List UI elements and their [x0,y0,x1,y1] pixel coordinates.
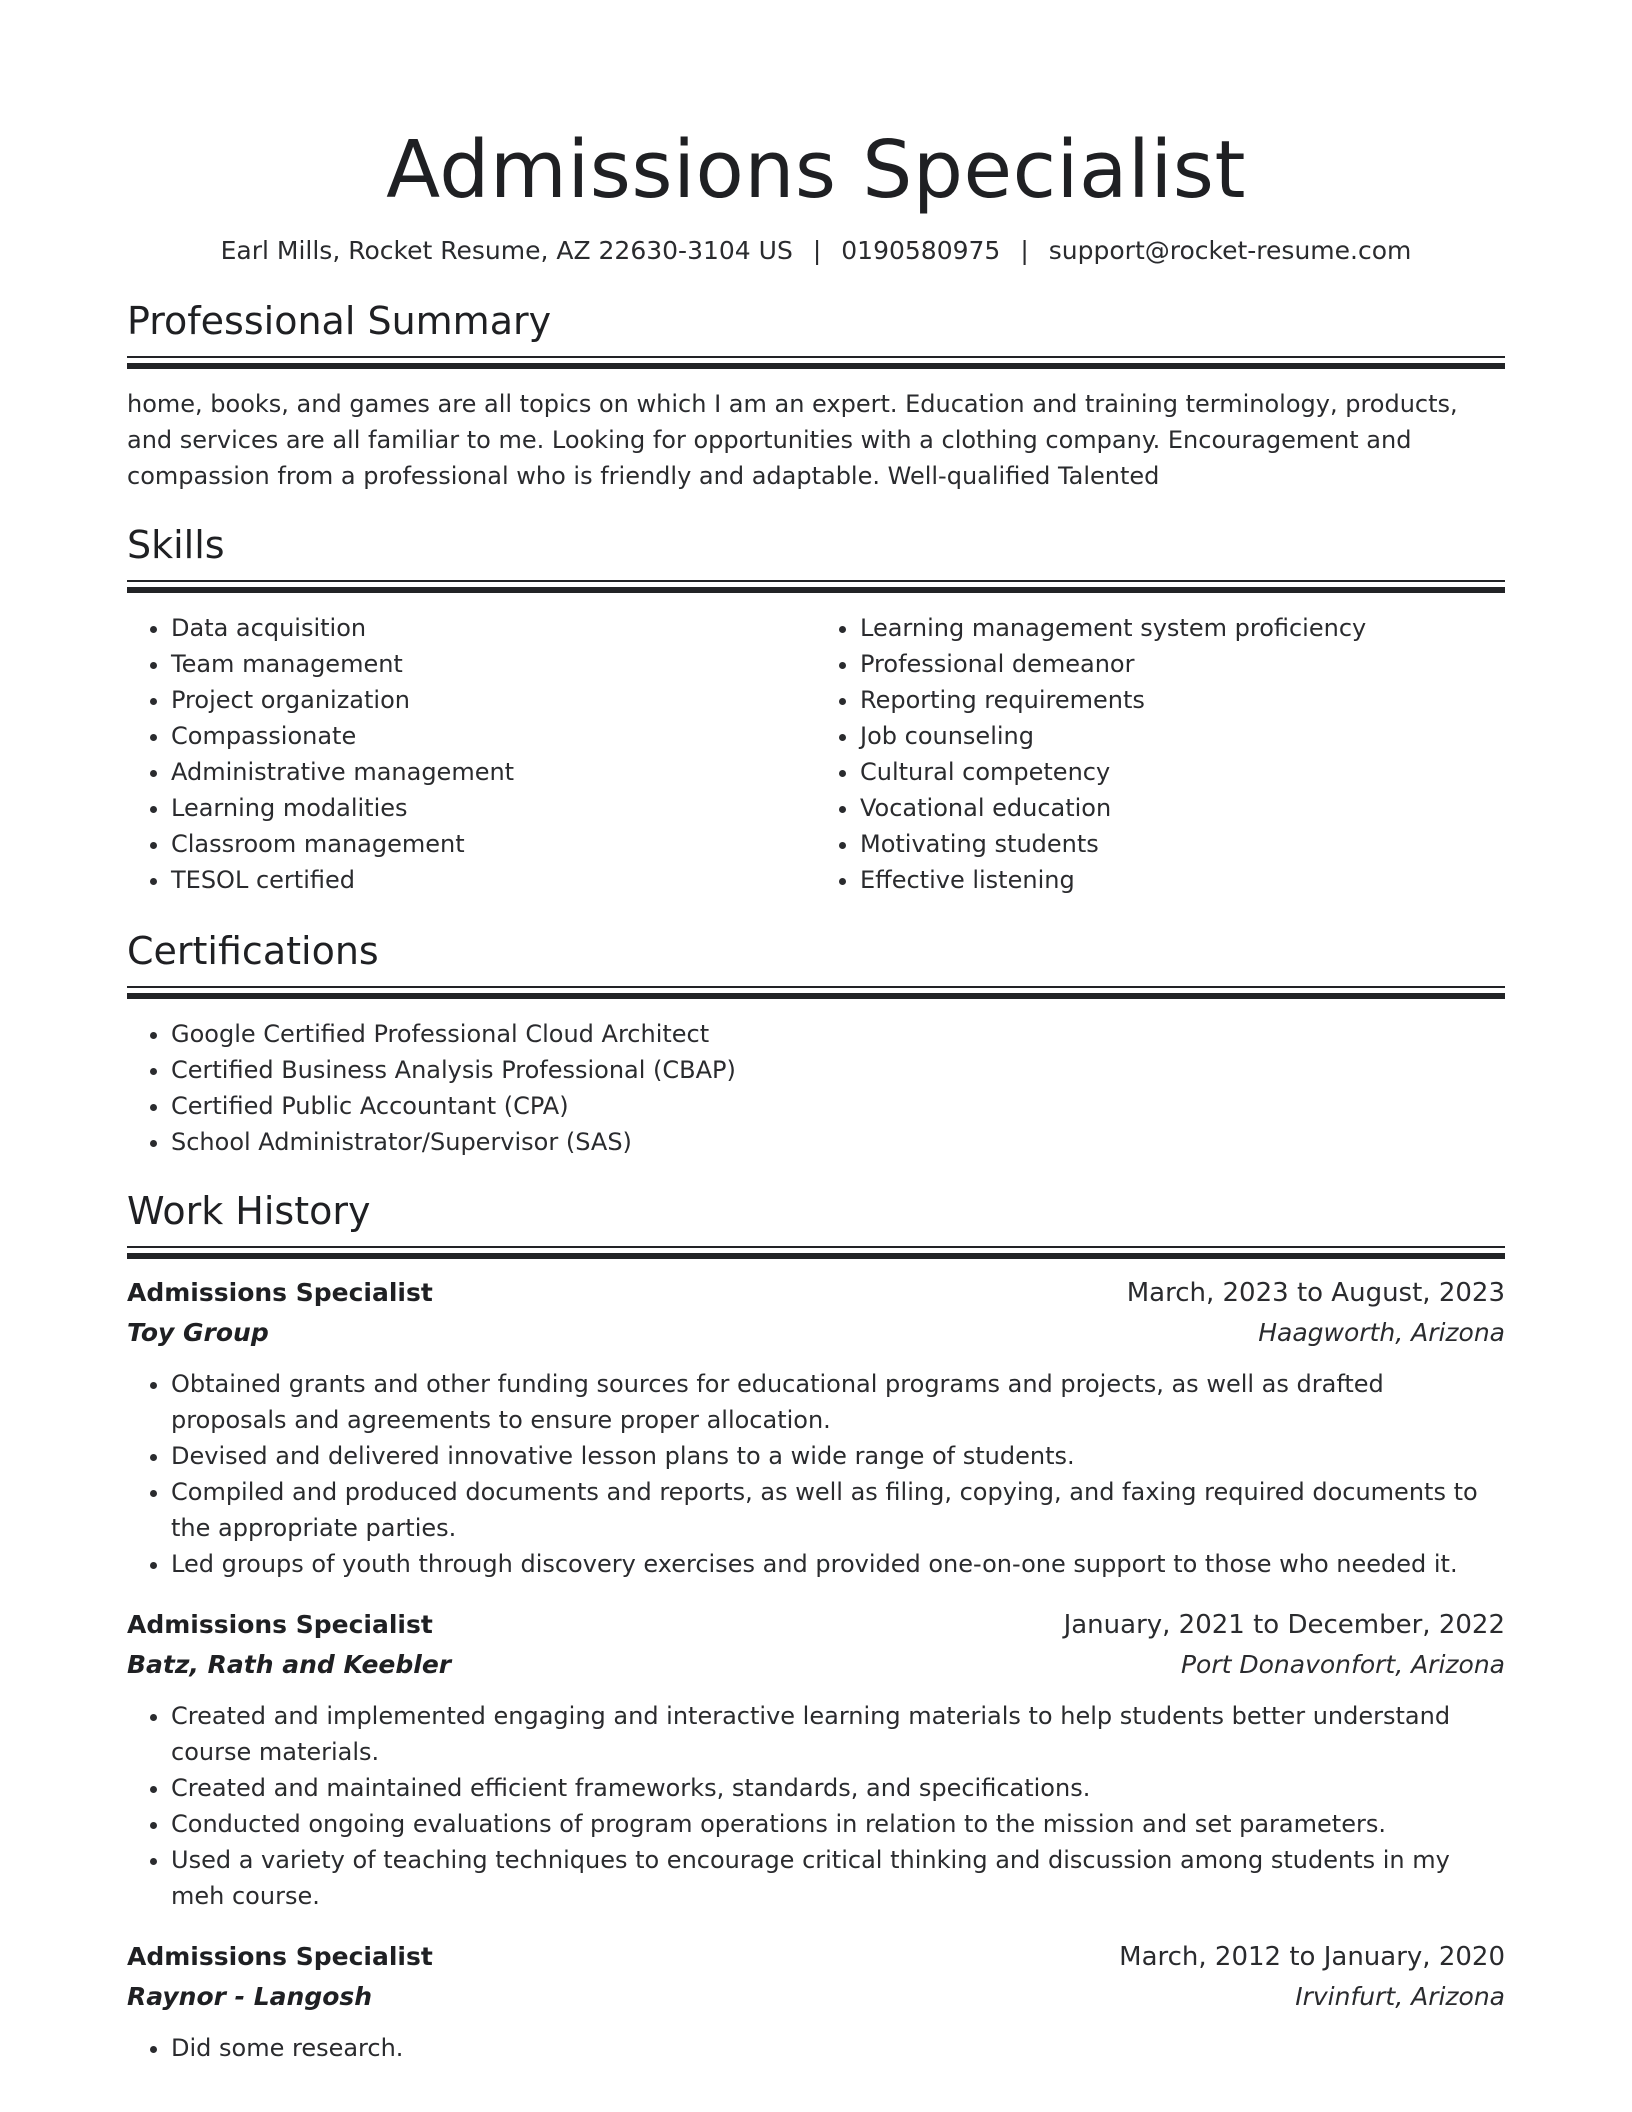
job-bullet: • Created and implemented engaging and interactive learning materials to help students better understand course materials. [171,1698,1505,1770]
job-bullet: • Led groups of youth through discovery exercises and provided one-on-one support to those who needed it. [171,1546,1505,1582]
contact-separator: | [812,236,822,265]
job-entry [127,1274,1505,1582]
skills-right-list [816,610,1505,898]
skill-item: • Compassionate [171,718,816,754]
section-divider [127,1246,1505,1260]
skill-item: • Job counseling [860,718,1505,754]
job-header-row [127,1606,1505,1644]
job-company: Raynor - Langosh [127,1982,373,2011]
job-bullet: • Compiled and produced documents and reports, as well as filing, copying, and faxing required documents to the appropriate parties. [171,1474,1505,1546]
skills-left-column [127,610,816,898]
job-dates: January, 2021 to December, 2022 [1063,1610,1505,1640]
skills-right-column [816,610,1505,898]
certification-item: • Certified Public Accountant (CPA) [171,1088,1505,1124]
job-title: Admissions Specialist [127,1278,433,1307]
contact-phone: 0190580975 [841,236,1001,265]
certification-item: • Google Certified Professional Cloud Architect [171,1016,1505,1052]
job-entry [127,1938,1505,2066]
contact-line [127,234,1505,268]
certifications-section [127,926,1505,1160]
job-entry [127,1606,1505,1914]
job-bullet: • Created and maintained efficient frameworks, standards, and specifications. [171,1770,1505,1806]
resume-title: Admissions Specialist [386,124,1246,216]
skill-item: • Administrative management [171,754,816,790]
skill-item: • Effective listening [860,862,1505,898]
contact-email[interactable]: support@rocket-resume.com [1048,236,1412,265]
job-bullet: • Devised and delivered innovative lesson plans to a wide range of students. [171,1438,1505,1474]
job-dates: March, 2012 to January, 2020 [1119,1942,1505,1972]
section-divider [127,580,1505,594]
contact-address: Earl Mills, Rocket Resume, AZ 22630-3104 US [220,236,793,265]
skill-item: • Vocational education [860,790,1505,826]
job-bullets [127,2030,1505,2066]
job-header-row [127,1274,1505,1312]
job-bullets [127,1366,1505,1582]
job-title: Admissions Specialist [127,1942,433,1971]
job-bullet: • Used a variety of teaching techniques to encourage critical thinking and discussion among students in my meh course. [171,1842,1505,1914]
job-bullet: • Conducted ongoing evaluations of program operations in relation to the mission and set parameters. [171,1806,1505,1842]
skill-item: • Team management [171,646,816,682]
skill-item: • Motivating students [860,826,1505,862]
job-company-row [127,1978,1505,2016]
certification-item: • School Administrator/Supervisor (SAS) [171,1124,1505,1160]
skill-item: • TESOL certified [171,862,816,898]
skills-heading: Skills [127,523,225,567]
skills-columns [127,610,1505,898]
skill-item: • Cultural competency [860,754,1505,790]
job-company-row [127,1646,1505,1684]
job-dates: March, 2023 to August, 2023 [1126,1278,1505,1308]
job-bullets [127,1698,1505,1914]
job-company-row [127,1314,1505,1352]
section-divider [127,986,1505,1000]
job-title: Admissions Specialist [127,1610,433,1639]
certifications-list [127,1016,1505,1160]
summary-text: home, books, and games are all topics on which I am an expert. Education and training terminology, products, and services are all familiar to me. Looking for opportunities with a clothing company. Encouragement and compassion from a professional who is friendly and adaptable. Well-qualified Talented [127,390,1458,490]
job-company: Batz, Rath and Keebler [127,1650,452,1679]
skills-section [127,520,1505,898]
skill-item: • Data acquisition [171,610,816,646]
job-company: Toy Group [127,1318,269,1347]
skill-item: • Classroom management [171,826,816,862]
contact-separator: | [1020,236,1029,265]
work-history-heading: Work History [127,1189,371,1233]
summary-heading: Professional Summary [127,299,552,343]
skill-item: • Project organization [171,682,816,718]
certification-item: • Certified Business Analysis Professional (CBAP) [171,1052,1505,1088]
section-divider [127,356,1505,370]
skill-item: • Learning modalities [171,790,816,826]
job-location: Haagworth, Arizona [1258,1318,1505,1347]
work-history-section [127,1186,1505,2066]
job-location: Irvinfurt, Arizona [1295,1982,1505,2011]
skill-item: • Reporting requirements [860,682,1505,718]
certifications-heading: Certifications [127,929,379,973]
job-bullet: • Obtained grants and other funding sources for educational programs and projects, as well as drafted proposals and agreements to ensure proper allocation. [171,1366,1505,1438]
job-bullet: • Did some research. [171,2030,1505,2066]
skill-item: • Learning management system proficiency [860,610,1505,646]
job-header-row [127,1938,1505,1976]
summary-section [127,296,1505,494]
job-location: Port Donavonfort, Arizona [1180,1650,1505,1679]
job-list [127,1274,1505,2066]
skill-item: • Professional demeanor [860,646,1505,682]
skills-left-list [127,610,816,898]
